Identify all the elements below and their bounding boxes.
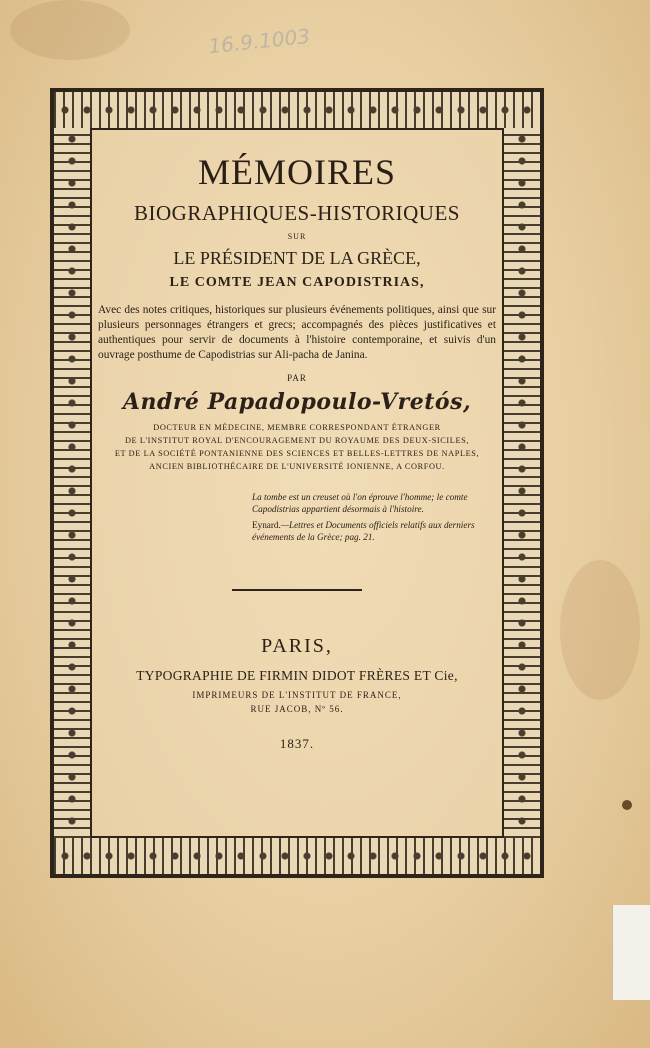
credential-line: ANCIEN BIBLIOTHÉCAIRE DE L'UNIVERSITÉ IONIENNE, A CORFOU. [149, 462, 445, 471]
epigraph-quote: La tombe est un creuset où l'on éprouve l'homme; le comte Capodistrias appartient désormais à l'histoire. [252, 492, 468, 514]
divider-rule [232, 589, 362, 591]
author-credentials [92, 421, 502, 473]
border-band-left [54, 128, 90, 838]
epigraph [252, 491, 488, 543]
title-page-content [92, 130, 502, 752]
book-subtitle: BIOGRAPHIQUES-HISTORIQUES [134, 201, 460, 225]
imprint-city: PARIS, [261, 635, 333, 657]
credential-line: DE L'INSTITUT ROYAL D'ENCOURAGEMENT DU ROYAUME DES DEUX-SICILES, [124, 436, 470, 445]
handwritten-note: 16.9.1003 [207, 23, 312, 59]
paper-stain [10, 0, 130, 60]
imprint-year: 1837. [279, 736, 315, 751]
description-paragraph: Avec des notes critiques, historiques sur plusieurs événements politiques, ainsi que sur plusieurs personnages étrangers et grecs; accompagnés des pièces justificatives et authentiques pour servir de documents à l'histoire contemporaine, et suivis d'un ouvrage posthume de Capodistrias sur Ali-pacha de Janina. [98, 304, 496, 361]
imprint-printer: IMPRIMEURS DE L'INSTITUT DE FRANCE, [192, 690, 402, 700]
border-band-top [54, 92, 540, 128]
author-name: André Papadopoulo-Vretós, [122, 389, 472, 415]
epigraph-source-author: Eynard. [252, 520, 281, 530]
credential-line: DOCTEUR EN MÉDECINE, MEMBRE CORRESPONDANT ÉTRANGER [153, 423, 441, 432]
credential-line: ET DE LA SOCIÉTÉ PONTANIENNE DES SCIENCES ET BELLES-LETTRES DE NAPLES, [114, 449, 480, 458]
border-band-bottom [54, 838, 540, 874]
paper-stain [560, 560, 640, 700]
book-title: MÉMOIRES [197, 152, 397, 192]
torn-edge [612, 905, 650, 1000]
border-band-right [504, 128, 540, 838]
imprint-address: RUE JACOB, Nº 56. [250, 704, 344, 714]
epigraph-source [252, 519, 488, 543]
subtitle-connector: SUR [287, 232, 307, 241]
imprint-publisher: TYPOGRAPHIE DE FIRMIN DIDOT FRÈRES ET Cie, [136, 668, 458, 683]
subject-line-2: LE COMTE JEAN CAPODISTRIAS, [169, 275, 425, 290]
epigraph-source-text: —Lettres et Documents officiels relatifs aux derniers événements de la Grèce; pag. 21. [252, 520, 475, 542]
subject-line-1: LE PRÉSIDENT DE LA GRÈCE, [173, 248, 421, 268]
by-line: PAR [287, 373, 307, 383]
ink-spot [622, 800, 632, 810]
